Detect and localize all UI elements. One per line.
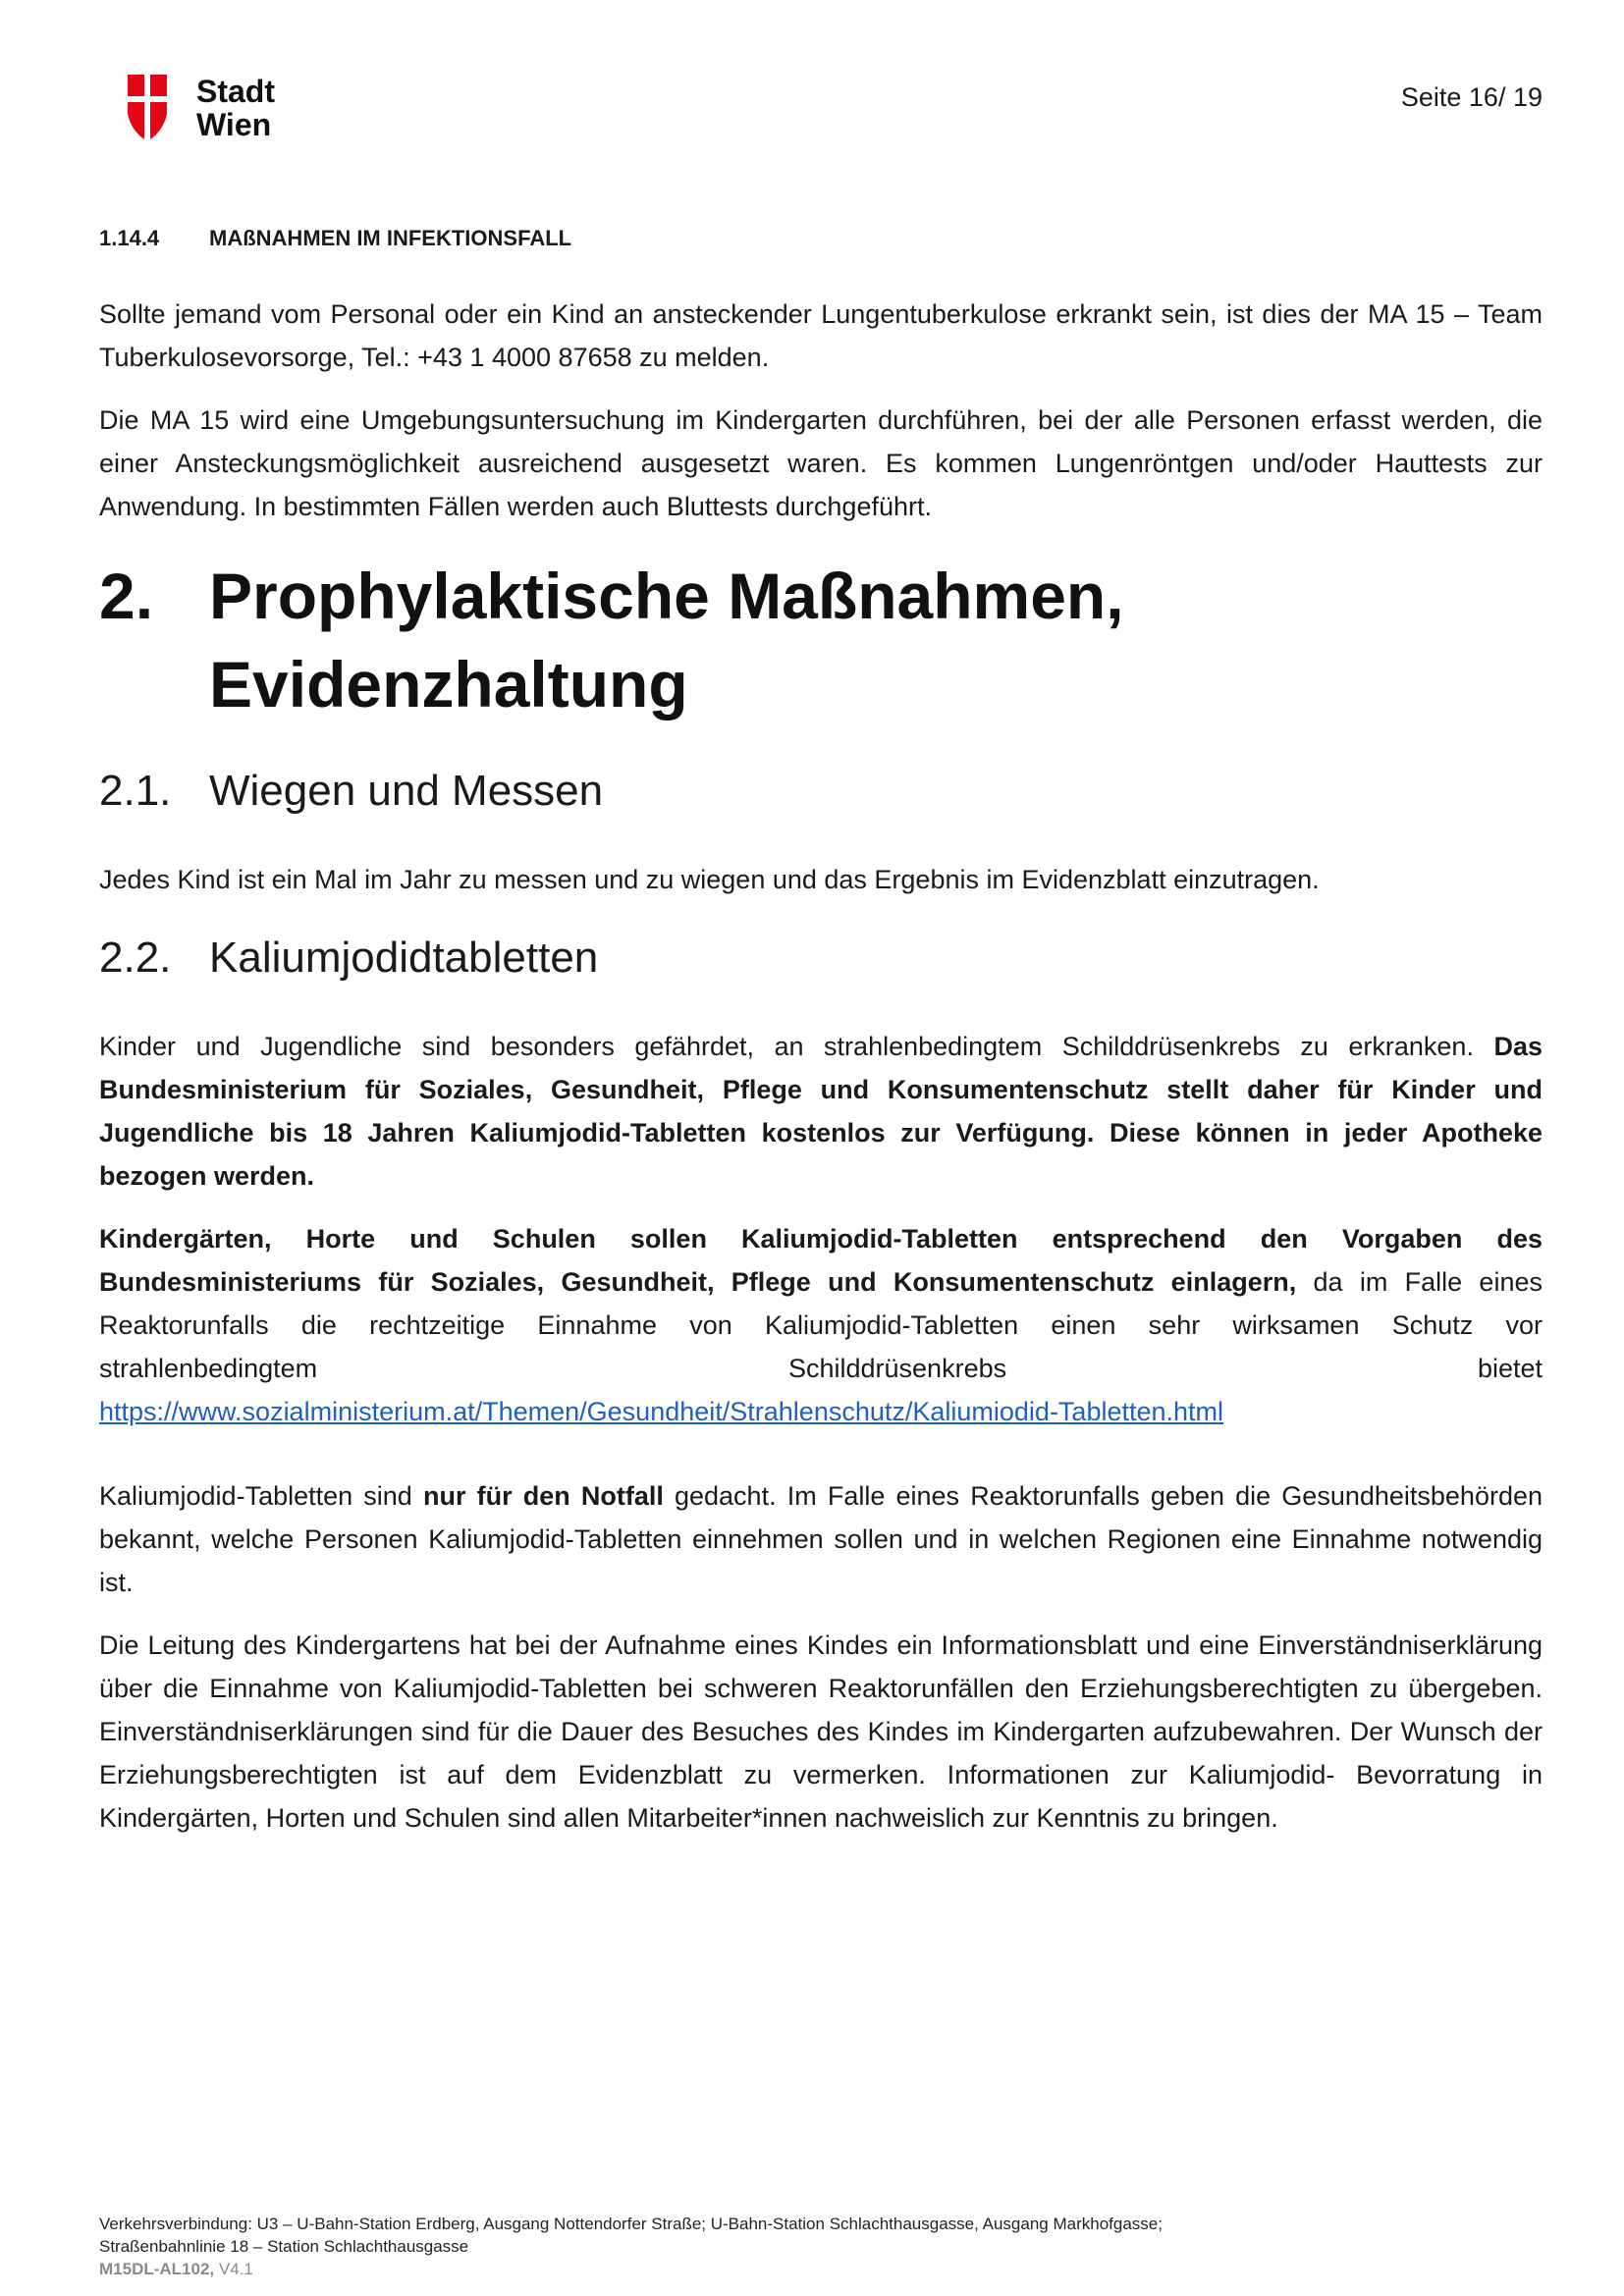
section-number: 2.1.: [99, 767, 172, 815]
chapter-heading-2: [99, 552, 1543, 728]
paragraph-bold-text: Das Bundesministerium für Soziales, Gesundheit, Pflege und Konsumentenschutz stellt daher für Kinder und Jugendliche bis 18 Jahren Kaliumjodid-Tabletten kostenlos zur Verfügung. Diese können in jeder Apotheke bezogen werden.: [99, 1032, 1543, 1191]
paragraph: Die Leitung des Kindergartens hat bei der Aufnahme eines Kindes ein Informationsblatt und eine Einverständniserklärung über die Einnahme von Kaliumjodid-Tabletten bei schweren Reaktorunfällen den Erziehungsberechtigten zu übergeben. Einverständniserklärungen sind für die Dauer des Besuches des Kindes im Kindergarten aufzubewahren. Der Wunsch der Erziehungsberechtigten ist auf dem Evidenzblatt zu vermerken. Informationen zur Kaliumjodid- Bevorratung in Kindergärten, Horten und Schulen sind allen Mitarbeiter*innen nachweislich zur Kenntnis zu bringen.: [99, 1630, 1543, 1833]
section-number: 2.2.: [99, 934, 172, 982]
section-title: Kaliumjodidtabletten: [209, 934, 599, 982]
paragraph: [99, 1474, 1543, 1604]
section-heading-2-2: [99, 929, 1543, 988]
paragraph-bold-text: nur für den Notfall: [422, 1481, 664, 1511]
section-number: 1.14.4: [99, 226, 160, 250]
paragraph: [99, 1025, 1543, 1198]
footer-line: Straßenbahnlinie 18 – Station Schlachthausgasse: [99, 2237, 469, 2256]
paragraph: Sollte jemand vom Personal oder ein Kind an ansteckender Lungentuberkulose erkrankt sein, ist dies der MA 15 – Team Tuberkulosevorsorge, Tel.: +43 1 4000 87658 zu melden.: [99, 299, 1543, 372]
sozialministerium-link[interactable]: https://www.sozialministerium.at/Themen/Gesundheit/Strahlenschutz/Kaliumiodid-Tabletten.html: [99, 1397, 1224, 1426]
main-content: [99, 226, 1543, 1859]
section-heading-1-14-4: [99, 226, 1543, 251]
vienna-shield-icon: [128, 75, 167, 139]
section-heading-2-1: [99, 762, 1543, 821]
paragraph-word: Schilddrüsenkrebs: [787, 1354, 1007, 1383]
paragraph-text: Kaliumjodid-Tabletten sind: [99, 1481, 423, 1511]
chapter-number: 2.: [99, 560, 154, 632]
paragraph-text: gedacht. Im Falle eines Reaktorunfalls geben die Gesundheitsbehörden bekannt, welche Personen Kaliumjodid-Tabletten einnehmen sollen und in welchen Regionen eine Einnahme notwendig ist.: [99, 1481, 1543, 1597]
paragraph-word: bietet: [1477, 1354, 1543, 1383]
section-title: MAßNAHMEN IM INFEKTIONSFALL: [209, 226, 572, 250]
document-version: V4.1: [214, 2260, 253, 2278]
paragraph-text: da im Falle eines Reaktorunfalls die rechtzeitige Einnahme von Kaliumjodid-Tabletten einen sehr wirksamen Schutz vor: [99, 1267, 1543, 1340]
footer-line: Verkehrsverbindung: U3 – U-Bahn-Station Erdberg, Ausgang Nottendorfer Straße; U-Bahn-Station Schlachthausgasse, Ausgang Markhofgasse;: [99, 2215, 1163, 2233]
section-title: Wiegen und Messen: [209, 767, 604, 815]
page-number: Seite 16/ 19: [1400, 82, 1543, 112]
stadt-wien-logo: [128, 75, 295, 143]
chapter-title: Prophylaktische Maßnahmen, Evidenzhaltung: [209, 560, 1124, 721]
paragraph-bold-text: Kindergärten, Horte und Schulen sollen Kaliumjodid-Tabletten entsprechend den Vorgaben des Bundesministeriums für Soziales, Gesundheit, Pflege und Konsumentenschutz einlagern,: [99, 1224, 1543, 1297]
paragraph-word: strahlenbedingtem: [99, 1354, 318, 1383]
logo-line-stadt: Stadt: [196, 74, 275, 109]
paragraph: [99, 1217, 1543, 1433]
document-code: M15DL-AL102,: [99, 2260, 215, 2278]
paragraph-text: Kinder und Jugendliche sind besonders gefährdet, an strahlenbedingtem Schilddrüsenkrebs zu erkranken.: [99, 1032, 1494, 1061]
page-footer: [99, 2213, 1163, 2280]
paragraph: Die MA 15 wird eine Umgebungsuntersuchung im Kindergarten durchführen, bei der alle Personen erfasst werden, die einer Ansteckungsmöglichkeit ausreichend ausgesetzt waren. Es kommen Lungenröntgen und/oder Hauttests zur Anwendung. In bestimmten Fällen werden auch Bluttests durchgeführt.: [99, 405, 1543, 521]
logo-line-wien: Wien: [196, 107, 272, 142]
paragraph: Jedes Kind ist ein Mal im Jahr zu messen und zu wiegen und das Ergebnis im Evidenzblatt einzutragen.: [99, 865, 1320, 894]
